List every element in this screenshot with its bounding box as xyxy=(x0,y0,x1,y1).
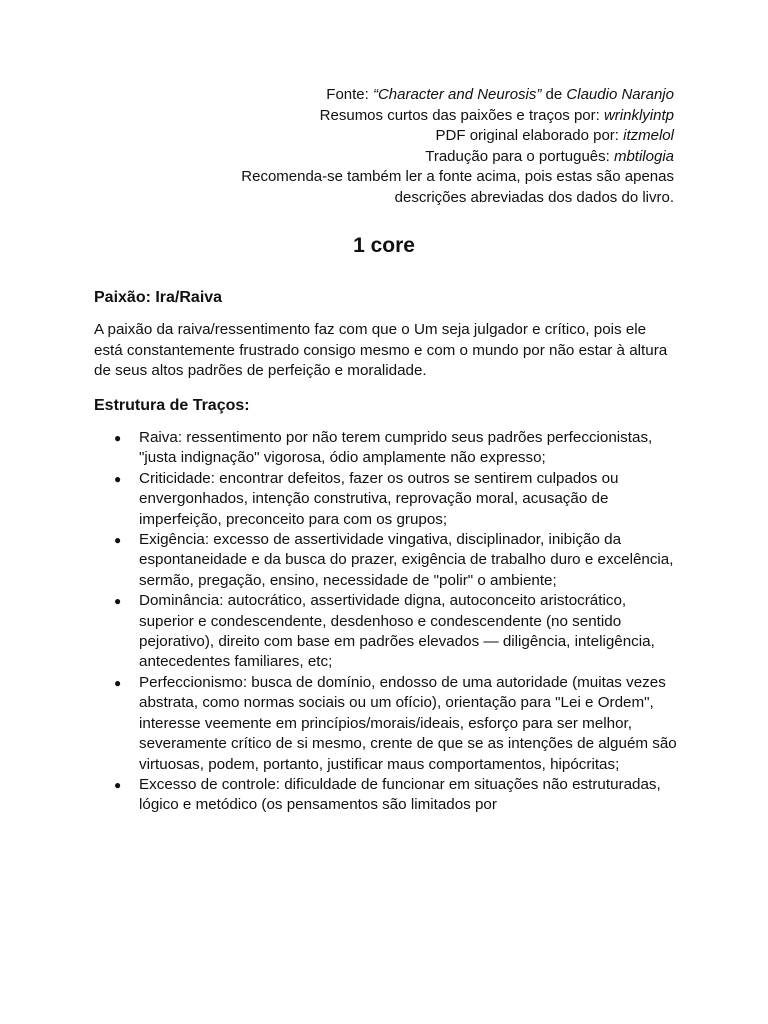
credits-pdf-line xyxy=(114,126,674,147)
trait-text: Exigência: excesso de assertividade vingativa, disciplinador, inibição da espontaneidade e da busca do prazer, exigência de trabalho duro e excelência, sermão, pregação, ensino, necessidade de "polir" o ambiente; xyxy=(139,531,674,589)
credits-source-line xyxy=(114,85,674,106)
source-title: “Character and Neurosis” xyxy=(372,86,542,103)
bullet-icon: ● xyxy=(114,777,122,792)
translation-author: mbtilogia xyxy=(613,147,674,165)
list-item xyxy=(94,530,679,591)
credits-recommend-line-1: Recomenda-se também ler a fonte acima, pois estas são apenas xyxy=(241,168,674,185)
list-item xyxy=(94,775,679,816)
bullet-icon: ● xyxy=(114,594,122,609)
bullet-icon: ● xyxy=(114,675,122,690)
bullet-icon: ● xyxy=(114,533,122,548)
source-label: Fonte: xyxy=(326,86,373,103)
list-item xyxy=(94,469,679,530)
passion-heading: Paixão: Ira/Raiva xyxy=(94,289,223,306)
credits-translation-line xyxy=(114,147,674,168)
trait-text: Dominância: autocrático, assertividade digna, autoconceito aristocrático, superior e condescendente, desdenhoso e condescendente (no sentido pejorativo), direito com base em padrões elevados — diligência, inteligência, antecedentes familiares, etc; xyxy=(139,592,655,671)
credits-summaries-line xyxy=(114,106,674,127)
trait-text: Raiva: ressentimento por não terem cumprido seus padrões perfeccionistas, "justa indignação" vigorosa, ódio amplamente não expresso; xyxy=(139,429,653,467)
source-author: Claudio Naranjo xyxy=(566,86,674,103)
trait-text: Criticidade: encontrar defeitos, fazer os outros se sentirem culpados ou envergonhados, intenção construtiva, reprovação moral, acusação de imperfeição, preconceito para com os grupos; xyxy=(139,469,619,528)
list-item xyxy=(94,591,679,673)
source-by: de xyxy=(541,86,567,103)
credits-block xyxy=(114,85,674,208)
bullet-icon: ● xyxy=(114,431,122,445)
list-item xyxy=(94,673,679,775)
traits-list xyxy=(94,428,679,816)
traits-heading: Estrutura de Traços: xyxy=(94,397,250,414)
summaries-label: Resumos curtos das paixões e traços por: xyxy=(319,106,604,124)
translation-label: Tradução para o português: xyxy=(425,147,614,165)
credits-recommend-line-2: descrições abreviadas dos dados do livro. xyxy=(394,188,674,206)
list-item xyxy=(94,428,679,469)
trait-text: Perfeccionismo: busca de domínio, endosso de uma autoridade (muitas vezes abstrata, como normas sociais ou um ofício), orientação para "Lei e Ordem", interesse veemente em princípios/morais/ideais, esforço para ser melhor, severamente crítico de si mesmo, crente de que se as intenções de alguém são virtuosas, podem, portanto, justificar maus comportamentos, hipócritas; xyxy=(139,673,677,773)
passion-paragraph: A paixão da raiva/ressentimento faz com que o Um seja julgador e crítico, pois ele está constantemente frustrado consigo mesmo e com o mundo por não estar à altura de seus altos padrões de perfeição e moralidade. xyxy=(94,321,668,380)
core-title: 1 core xyxy=(353,234,415,257)
pdf-label: PDF original elaborado por: xyxy=(435,127,624,144)
trait-text: Excesso de controle: dificuldade de funcionar em situações não estruturadas, lógico e metódico (os pensamentos são limitados por xyxy=(139,775,661,814)
pdf-author: itzmelol xyxy=(623,127,674,144)
bullet-icon: ● xyxy=(114,471,122,486)
summaries-author: wrinklyintp xyxy=(603,106,674,124)
